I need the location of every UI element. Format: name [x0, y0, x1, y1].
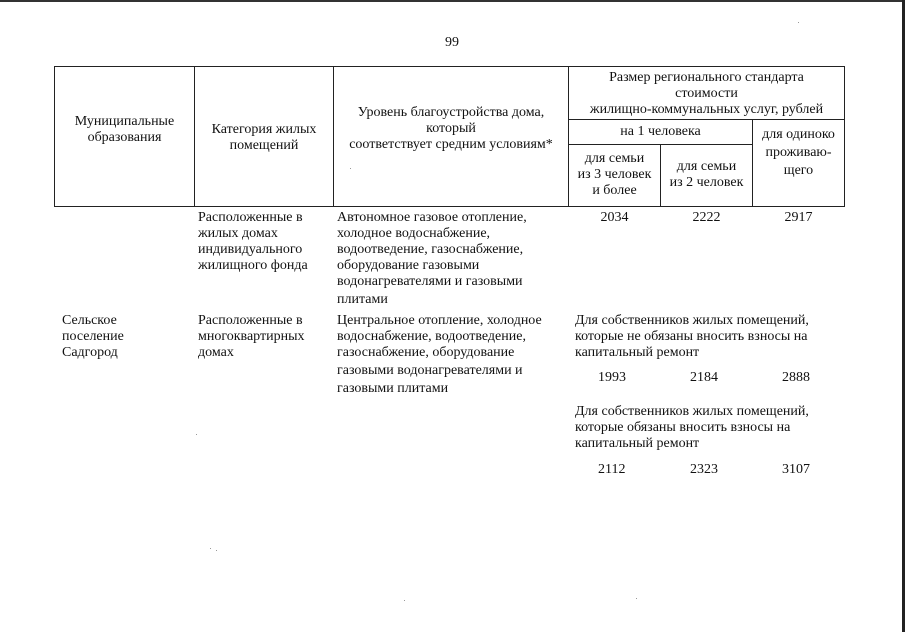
row2b-value-family2: 2323 — [690, 462, 718, 477]
row2a-value-family3: 1993 — [598, 370, 626, 385]
page-number: 99 — [445, 35, 459, 50]
row2a-value-single: 2888 — [782, 370, 810, 385]
row2a-value-family2: 2184 — [690, 370, 718, 385]
row2b-value-family3: 2112 — [598, 462, 626, 477]
document-page: 99 Муниципальные образования Категория жилых помещений Уровень благоустройства дома, который соответствует средним условиям* Размер регионального стандарта стоимости жилищно-коммунальных услуг, рублей на 1 человека для семьи из 3 человек и более для семьи из 2 человек для одиноко проживаю- щего Сельское поселение Садгород Расположенные в жилых домах индивидуального жилищного фонда Автономное газовое отопление, холодное водоснабжение, водоотведение, газоснабжение, оборудование газовыми водонагревателями и газовыми плитами 2034 2222 2917 Расположенные в многоквартирных домах Центральное отопление, холодное водоснабжение, водоотведение, газоснабжение, оборудование газовыми водонагревателями и газовыми плитами Для собственников жилых помещений, которые не обязаны вносить взносы на капитальный ремонт 1993 2184 2888 Для собственников жилых помещений, которые обязаны вносить взносы на капитальный ремонт 2112 2323 3107 — [0, 0, 905, 632]
scan-edge-top — [0, 0, 905, 2]
header-per-person: на 1 человека — [620, 124, 701, 139]
row1-value-family3: 2034 — [600, 210, 629, 225]
row1-value-single: 2917 — [784, 210, 813, 225]
row1-value-family2: 2222 — [692, 210, 721, 225]
row2b-value-single: 3107 — [782, 462, 810, 477]
